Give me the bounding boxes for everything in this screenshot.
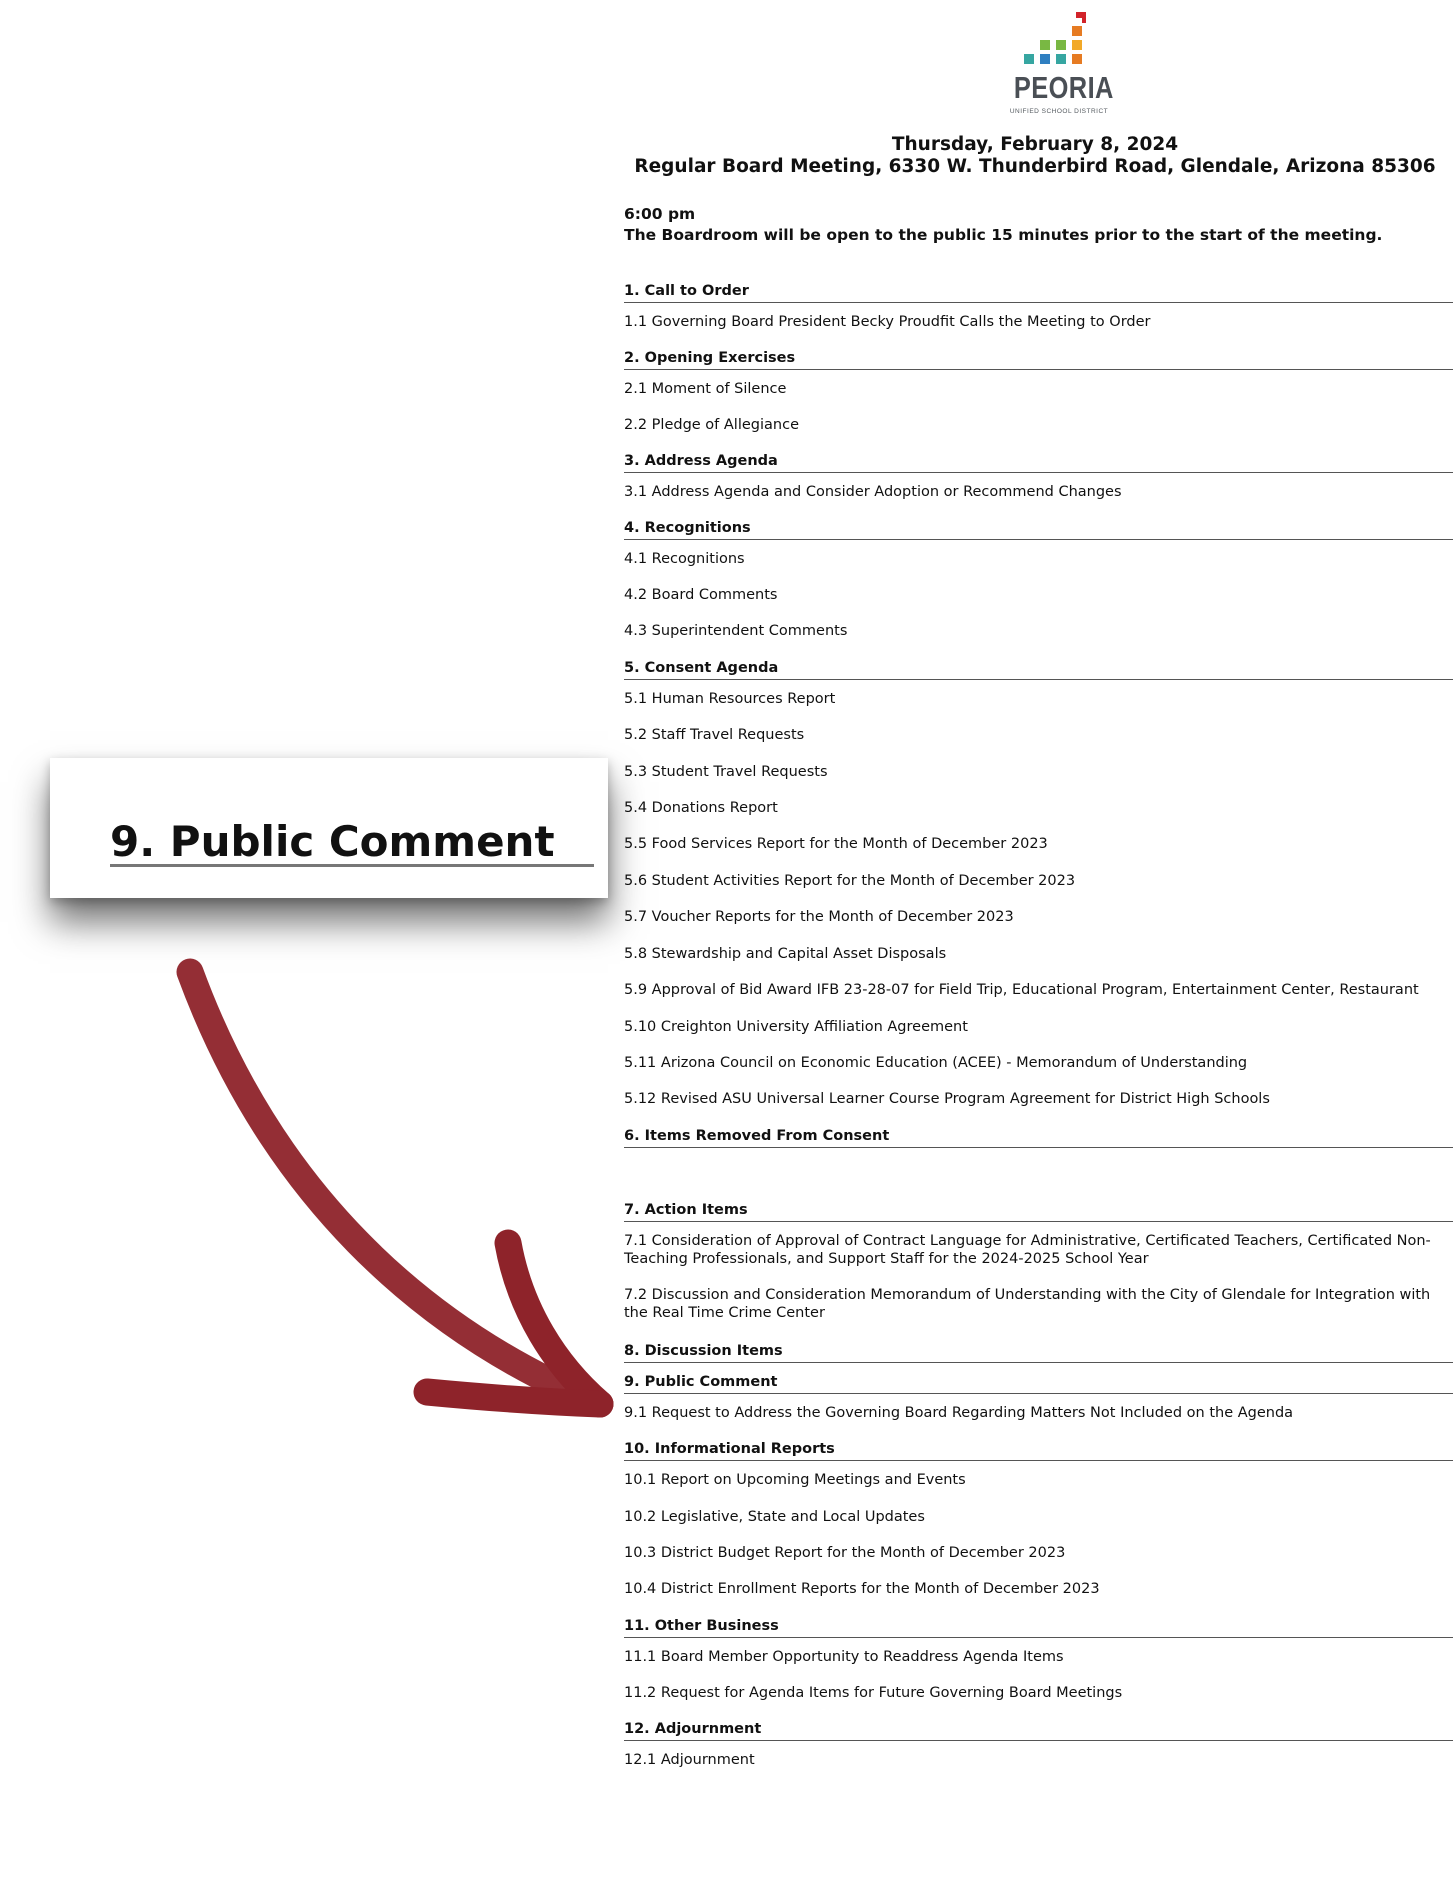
agenda-item: 5.11 Arizona Council on Economic Education (ACEE) - Memorandum of Understanding bbox=[624, 1055, 1248, 1071]
agenda-item: 5.4 Donations Report bbox=[624, 800, 778, 816]
agenda-item: 10.4 District Enrollment Reports for the Month of December 2023 bbox=[624, 1581, 1100, 1597]
agenda-item: 5.7 Voucher Reports for the Month of December 2023 bbox=[624, 909, 1014, 925]
logo-square bbox=[1072, 26, 1082, 36]
logo-square bbox=[1072, 54, 1082, 64]
meeting-intro bbox=[624, 204, 1382, 246]
agenda-item: 5.12 Revised ASU Universal Learner Course Program Agreement for District High Schools bbox=[624, 1091, 1270, 1107]
agenda-item: 5.8 Stewardship and Capital Asset Disposals bbox=[624, 946, 947, 962]
agenda-item: 2.2 Pledge of Allegiance bbox=[624, 417, 799, 433]
section-heading: 10. Informational Reports bbox=[624, 1440, 1453, 1461]
agenda-item: 3.1 Address Agenda and Consider Adoption or Recommend Changes bbox=[624, 484, 1122, 500]
section-heading: 12. Adjournment bbox=[624, 1720, 1453, 1741]
agenda-item: 9.1 Request to Address the Governing Board Regarding Matters Not Included on the Agenda bbox=[624, 1405, 1294, 1421]
agenda-item: 11.1 Board Member Opportunity to Readdress Agenda Items bbox=[624, 1649, 1064, 1665]
section-heading: 11. Other Business bbox=[624, 1617, 1453, 1638]
section-heading: 4. Recognitions bbox=[624, 519, 1453, 540]
section-heading: 6. Items Removed From Consent bbox=[624, 1127, 1453, 1148]
agenda-item: 11.2 Request for Agenda Items for Future Governing Board Meetings bbox=[624, 1685, 1123, 1701]
section-heading: 7. Action Items bbox=[624, 1201, 1453, 1222]
logo-square bbox=[1024, 54, 1034, 64]
agenda-item: 10.3 District Budget Report for the Month of December 2023 bbox=[624, 1545, 1066, 1561]
logo-wordmark: PEORIA bbox=[1013, 70, 1114, 105]
logo-square bbox=[1082, 12, 1086, 23]
agenda-item: 4.2 Board Comments bbox=[624, 587, 778, 603]
agenda-item: 7.1 Consideration of Approval of Contract Language for Administrative, Certificated Teachers, Certificated Non-Teaching Professionals, and Support Staff for the 2024-2025 School Year bbox=[624, 1233, 1431, 1267]
logo-square bbox=[1040, 54, 1050, 64]
meeting-time: 6:00 pm bbox=[624, 205, 696, 223]
agenda-item: 5.9 Approval of Bid Award IFB 23-28-07 for Field Trip, Educational Program, Entertainment Center, Restaurant bbox=[624, 982, 1419, 998]
section-heading: 9. Public Comment bbox=[624, 1373, 1453, 1394]
section-heading: 1. Call to Order bbox=[624, 282, 1453, 303]
agenda-item: 1.1 Governing Board President Becky Proudfit Calls the Meeting to Order bbox=[624, 314, 1151, 330]
agenda-item: 7.2 Discussion and Consideration Memorandum of Understanding with the City of Glendale for Integration with the Real Time Crime Center bbox=[624, 1287, 1431, 1321]
agenda-item: 5.2 Staff Travel Requests bbox=[624, 727, 805, 743]
agenda-item: 5.10 Creighton University Affiliation Agreement bbox=[624, 1019, 968, 1035]
logo-subtitle: UNIFIED SCHOOL DISTRICT bbox=[1009, 108, 1109, 115]
logo-square bbox=[1040, 40, 1050, 50]
logo-square bbox=[1072, 40, 1082, 50]
agenda-item: 5.5 Food Services Report for the Month of December 2023 bbox=[624, 836, 1048, 852]
agenda-item: 10.1 Report on Upcoming Meetings and Events bbox=[624, 1472, 966, 1488]
agenda-item: 5.6 Student Activities Report for the Month of December 2023 bbox=[624, 873, 1076, 889]
logo-square bbox=[1056, 54, 1066, 64]
zoom-callout bbox=[50, 758, 608, 898]
agenda-item: 4.1 Recognitions bbox=[624, 551, 745, 567]
agenda-item: 10.2 Legislative, State and Local Updates bbox=[624, 1509, 925, 1525]
section-heading: 2. Opening Exercises bbox=[624, 349, 1453, 370]
agenda-item: 2.1 Moment of Silence bbox=[624, 381, 787, 397]
logo-square bbox=[1056, 40, 1066, 50]
boardroom-note: The Boardroom will be open to the public 15 minutes prior to the start of the meeting. bbox=[624, 226, 1383, 244]
agenda-item: 4.3 Superintendent Comments bbox=[624, 623, 848, 639]
meeting-date: Thursday, February 8, 2024 bbox=[891, 134, 1179, 155]
callout-text: 9. Public Comment bbox=[110, 820, 594, 867]
agenda-item: 5.1 Human Resources Report bbox=[624, 691, 836, 707]
peoria-logo bbox=[1004, 6, 1114, 118]
meeting-header bbox=[620, 134, 1450, 178]
section-heading: 8. Discussion Items bbox=[624, 1342, 1453, 1363]
section-heading: 3. Address Agenda bbox=[624, 452, 1453, 473]
agenda-item: 5.3 Student Travel Requests bbox=[624, 764, 828, 780]
section-heading: 5. Consent Agenda bbox=[624, 659, 1453, 680]
meeting-location: Regular Board Meeting, 6330 W. Thunderbird Road, Glendale, Arizona 85306 bbox=[634, 156, 1436, 177]
agenda-item: 12.1 Adjournment bbox=[624, 1752, 755, 1768]
